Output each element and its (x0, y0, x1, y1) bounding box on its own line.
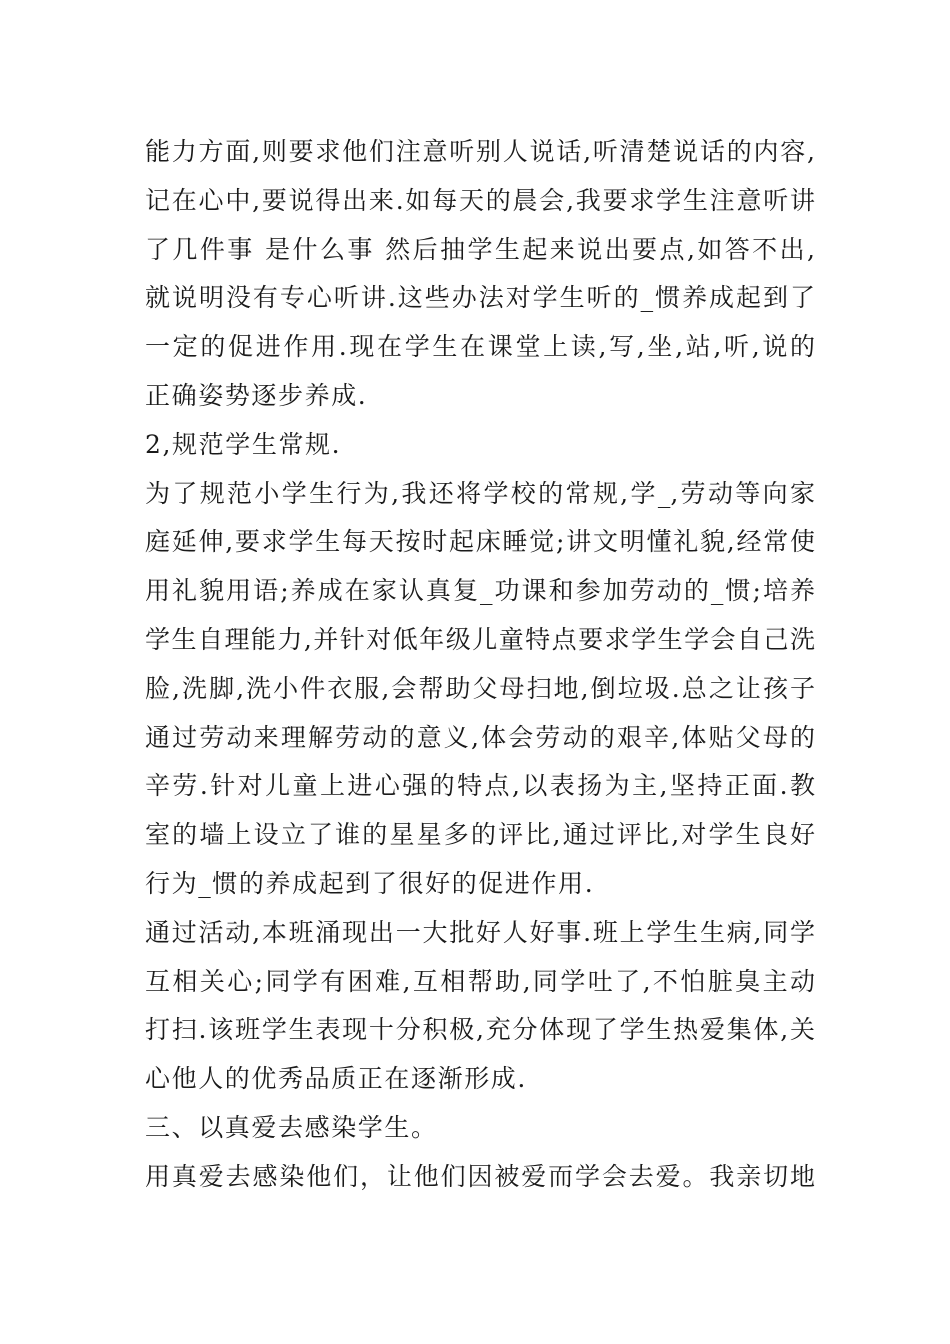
section-heading: 2,规范学生常规. (145, 429, 342, 459)
text-line: 打扫.该班学生表现十分积极,充分体现了学生热爱集体,关 (145, 1015, 815, 1045)
text-line: 室的墙上设立了谁的星星多的评比,通过评比,对学生良好 (145, 820, 815, 850)
text-line: 用真爱去感染他们，让他们因被爱而学会去爱。我亲切地 (145, 1161, 815, 1191)
text-line: 辛劳.针对儿童上进心强的特点,以表扬为主,坚持正面.教 (145, 771, 815, 801)
text-line: 能力方面,则要求他们注意听别人说话,听清楚说话的内容, (145, 137, 815, 166)
text-line: 了几件事 是什么事 然后抽学生起来说出要点,如答不出, (145, 234, 815, 264)
text-line: 正确姿势逐步养成. (145, 380, 368, 410)
text-line: 用礼貌用语;养成在家认真复_功课和参加劳动的_惯;培养 (145, 576, 815, 606)
text-line: 行为_惯的养成起到了很好的促进作用. (145, 868, 595, 898)
text-line: 一定的促进作用.现在学生在课堂上读,写,坐,站,听,说的 (145, 332, 815, 362)
text-line: 为了规范小学生行为,我还将学校的常规,学_,劳动等向家 (145, 478, 815, 508)
text-line: 记在心中,要说得出来.如每天的晨会,我要求学生注意听讲 (145, 185, 815, 215)
document-body (145, 128, 815, 1202)
text-line: 通过活动,本班涌现出一大批好人好事.班上学生生病,同学 (145, 917, 815, 947)
text-line: 互相关心;同学有困难,互相帮助,同学吐了,不怕脏臭主动 (145, 966, 815, 996)
text-line: 学生自理能力,并针对低年级儿童特点要求学生学会自己洗 (145, 624, 815, 654)
text-line: 脸,洗脚,洗小件衣服,会帮助父母扫地,倒垃圾.总之让孩子 (145, 673, 815, 703)
text-line: 通过劳动来理解劳动的意义,体会劳动的艰辛,体贴父母的 (145, 722, 815, 752)
text-line: 就说明没有专心听讲.这些办法对学生听的_惯养成起到了 (145, 283, 815, 313)
text-line: 心他人的优秀品质正在逐渐形成. (145, 1064, 527, 1094)
section-heading: 三、以真爱去感染学生。 (145, 1112, 438, 1142)
text-line: 庭延伸,要求学生每天按时起床睡觉;讲文明懂礼貌,经常使 (145, 527, 815, 557)
